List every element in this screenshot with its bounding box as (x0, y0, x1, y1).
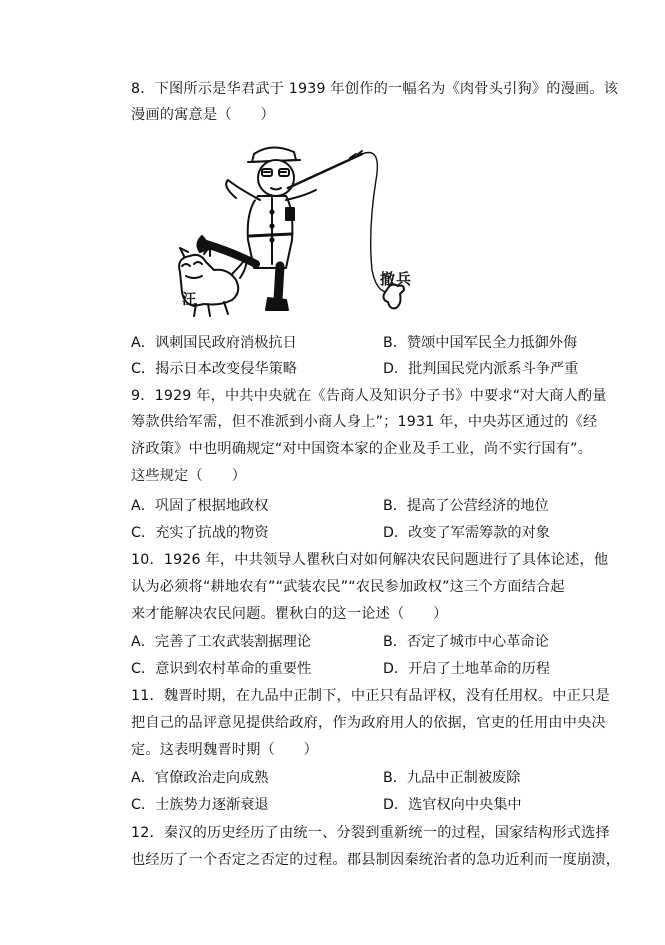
q8-option-d[interactable]: D．批判国民党内派系斗争严重 (383, 361, 579, 377)
q9-option-b[interactable]: B．提高了公营经济的地位 (383, 498, 549, 514)
q9-option-c[interactable]: C．充实了抗战的物资 (131, 525, 269, 541)
q10-stem-line-2: 认为必须将“耕地农有”“武装农民”“农民参加政权”这三个方面结合起 (131, 579, 565, 595)
q12-stem-line-1: 12．秦汉的历史经历了由统一、分裂到重新统一的过程，国家结构形式选择 (131, 825, 610, 841)
q11-stem-line-2: 把自己的品评意见提供给政府，作为政府用人的依据，官吏的任用由中央决 (131, 715, 606, 731)
q8-option-b[interactable]: B．赞颂中国军民全力抵御外侮 (383, 335, 578, 351)
q10-stem-line-3: 来才能解决农民问题。瞿秋白的这一论述（ ） (131, 606, 448, 622)
q11-option-d[interactable]: D．选官权向中央集中 (383, 797, 522, 813)
q10-option-d[interactable]: D．开启了土地革命的历程 (383, 661, 550, 677)
q11-stem-line-3: 定。这表明魏晋时期（ ） (131, 742, 319, 758)
q9-stem-line-4: 这些规定（ ） (131, 468, 247, 484)
q12-stem-line-2: 也经历了一个否定之否定的过程。郡县制因秦统治者的急功近利而一度崩溃， (131, 852, 621, 868)
q11-option-b[interactable]: B．九品中正制被废除 (383, 770, 521, 786)
q9-option-d[interactable]: D．改变了军需筹款的对象 (383, 525, 550, 541)
q10-stem-line-1: 10．1926 年，中共领导人瞿秋白对如何解决农民问题进行了具体论述，他 (131, 552, 609, 568)
q10-option-c[interactable]: C．意识到农村革命的重要性 (131, 661, 312, 677)
cartoon-label-withdraw: 撤兵 (380, 270, 413, 288)
q10-option-a[interactable]: A．完善了工农武装割据理论 (131, 634, 311, 650)
q11-option-c[interactable]: C．士族势力逐渐衰退 (131, 797, 269, 813)
q11-stem-line-1: 11．魏晋时期，在九品中正制下，中正只有品评权，没有任用权。中正只是 (131, 688, 610, 704)
q8-stem-line-1: 8．下图所示是华君武于 1939 年创作的一幅名为《肉骨头引狗》的漫画。该 (131, 81, 619, 97)
q9-option-a[interactable]: A．巩固了根据地政权 (131, 498, 269, 514)
cartoon-label-wang: 汪 (182, 292, 196, 308)
q9-stem-line-1: 9．1929 年，中共中央就在《告商人及知识分子书》中要求“对大商人酌量 (131, 388, 607, 404)
q8-stem-line-2: 漫画的寓意是（ ） (131, 107, 275, 123)
q8-option-c[interactable]: C．揭示日本改变侵华策略 (131, 361, 297, 377)
q8-option-a[interactable]: A．讽刺国民政府消极抗日 (131, 335, 297, 351)
q9-stem-line-2: 筹款供给军需，但不准派到小商人身上”；1931 年，中央苏区通过的《经 (131, 414, 598, 430)
q9-stem-line-3: 济政策》中也明确规定“对中国资本家的企业及手工业，尚不实行国有”。 (131, 441, 593, 457)
q10-option-b[interactable]: B．否定了城市中心革命论 (383, 634, 549, 650)
q11-option-a[interactable]: A．官僚政治走向成熟 (131, 770, 269, 786)
